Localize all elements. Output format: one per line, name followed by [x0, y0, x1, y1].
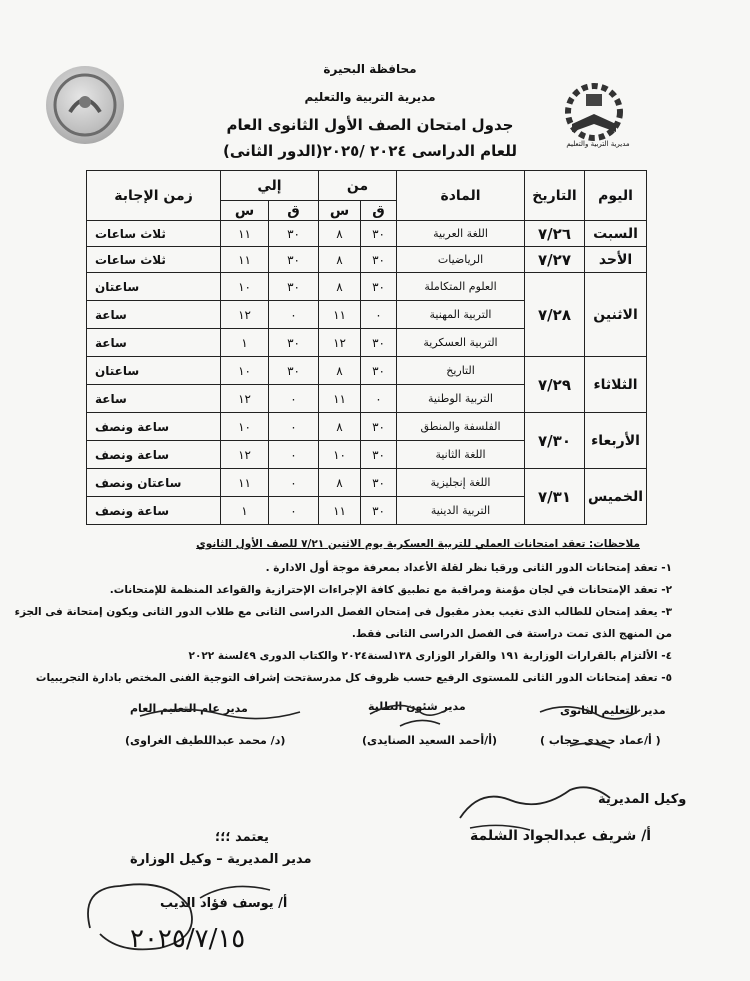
duration-cell: ساعة [87, 385, 221, 413]
day-cell: الثلاثاء [585, 357, 647, 413]
table-row [87, 273, 647, 301]
date-cell: ٧/٣١ [525, 469, 585, 525]
student-affairs-title: مدير شئون الطلبة [368, 700, 466, 713]
note-item: ١- تعقد إمتحانات الدور الثانى ورقيا نظر لقلة الأعداد بمعرفة موجة أول الادارة . [265, 562, 672, 574]
duration-cell: ساعة ونصف [87, 497, 221, 525]
from-hour-cell: ٨ [319, 413, 361, 441]
subject-cell: التاريخ [397, 357, 525, 385]
from-minute-cell: ٣٠ [361, 221, 397, 247]
date-cell: ٧/٢٦ [525, 221, 585, 247]
note-item: من المنهج الذى تمت دراستة فى الفصل الدراسى الثانى فقط. [351, 628, 672, 640]
signature-scribbles-row1 [100, 690, 660, 760]
from-hour-cell: ٨ [319, 273, 361, 301]
day-cell: الأربعاء [585, 413, 647, 469]
from-minute-cell: ٣٠ [361, 247, 397, 273]
to-hour-cell: ١٢ [221, 441, 269, 469]
to-minute-cell: ٣٠ [269, 221, 319, 247]
from-minute-cell: ٣٠ [361, 441, 397, 469]
to-minute-cell: ٣٠ [269, 247, 319, 273]
to-minute-cell: ٣٠ [269, 357, 319, 385]
to-hour-cell: ١١ [221, 221, 269, 247]
to-minute-cell: ٠ [269, 497, 319, 525]
header-from: من [319, 171, 397, 201]
day-cell: السبت [585, 221, 647, 247]
approval-date: ٢٠٢٥/٧/١٥ [130, 924, 246, 954]
from-hour-cell: ٨ [319, 469, 361, 497]
day-cell: الأحد [585, 247, 647, 273]
to-hour-cell: ١٠ [221, 413, 269, 441]
from-hour-cell: ٨ [319, 221, 361, 247]
duration-cell: ساعتان ونصف [87, 469, 221, 497]
duration-cell: ساعة ونصف [87, 413, 221, 441]
duration-cell: ساعة [87, 301, 221, 329]
secondary-director-name: ( أ/عماد حمدى حجاب ) [540, 734, 661, 747]
subject-cell: اللغة الثانية [397, 441, 525, 469]
table-row [87, 469, 647, 497]
subject-cell: التربية العسكرية [397, 329, 525, 357]
date-cell: ٧/٣٠ [525, 413, 585, 469]
date-cell: ٧/٢٧ [525, 247, 585, 273]
header-date: التاريخ [525, 171, 585, 221]
academic-year: للعام الدراسى ٢٠٢٤ /٢٠٢٥(الدور الثانى) [222, 142, 518, 160]
director-title: مدير المديرية – وكيل الوزارة [130, 852, 312, 867]
director-name: أ/ يوسف فؤاد الديب [160, 896, 288, 911]
date-cell: ٧/٢٩ [525, 357, 585, 413]
to-hour-cell: ١ [221, 497, 269, 525]
to-hour-cell: ١٠ [221, 273, 269, 301]
from-minute-cell: ٣٠ [361, 497, 397, 525]
notes-title: ملاحظات: تعقد امتحانات العملي للتربية العسكرية يوم الاثنين ٧/٢١ للصف الأول الثانوي [196, 538, 640, 550]
from-minute-cell: ٣٠ [361, 329, 397, 357]
subject-cell: اللغة العربية [397, 221, 525, 247]
exam-schedule-table [86, 170, 647, 525]
subject-cell: التربية الوطنية [397, 385, 525, 413]
day-cell: الخميس [585, 469, 647, 525]
duration-cell: ثلاث ساعات [87, 247, 221, 273]
to-minute-cell: ٠ [269, 385, 319, 413]
note-item: ٢- تعقد الإمتحانات في لجان مؤمنة ومراقبة مع تطبيق كافة الإجراءات الإحترازية والقواعد المنظمة للإمتحانات. [109, 584, 672, 596]
deputy-name: أ/ شريف عبدالجواد الشلمة [470, 828, 652, 844]
from-hour-cell: ١١ [319, 301, 361, 329]
table-row [87, 221, 647, 247]
to-hour-cell: ١٢ [221, 301, 269, 329]
to-minute-cell: ٣٠ [269, 329, 319, 357]
governorate-label: محافظة البحيرة [323, 62, 417, 76]
from-hour-cell: ١٢ [319, 329, 361, 357]
to-hour-cell: ١٠ [221, 357, 269, 385]
subject-cell: العلوم المتكاملة [397, 273, 525, 301]
from-hour-cell: ١٠ [319, 441, 361, 469]
subject-cell: التربية المهنية [397, 301, 525, 329]
to-minute-cell: ٣٠ [269, 273, 319, 301]
directorate-gear-logo [548, 80, 648, 156]
from-minute-cell: ٠ [361, 301, 397, 329]
to-hour-cell: ١ [221, 329, 269, 357]
date-cell: ٧/٢٨ [525, 273, 585, 357]
to-minute-cell: ٠ [269, 301, 319, 329]
student-affairs-name: (أ/أحمد السعيد الصنايدى) [362, 734, 498, 747]
from-minute-cell: ٣٠ [361, 273, 397, 301]
header-duration: زمن الإجابة [87, 171, 221, 221]
table-row [87, 247, 647, 273]
to-hour-cell: ١١ [221, 247, 269, 273]
to-hour-cell: ١١ [221, 469, 269, 497]
ministry-seal-logo [46, 66, 124, 144]
approval-label: يعتمد ؛؛؛ [215, 830, 269, 845]
from-hour-cell: ١١ [319, 385, 361, 413]
header-subject: المادة [397, 171, 525, 221]
subject-cell: الفلسفة والمنطق [397, 413, 525, 441]
header-day: اليوم [585, 171, 647, 221]
deputy-title: وكيل المديرية [598, 792, 687, 807]
to-minute-cell: ٠ [269, 441, 319, 469]
general-manager-title: مدير عام التعليم العام [130, 702, 248, 715]
subject-cell: الرياضيات [397, 247, 525, 273]
duration-cell: ساعة ونصف [87, 441, 221, 469]
header-from-s: س [319, 201, 361, 221]
day-cell: الاثنين [585, 273, 647, 357]
from-hour-cell: ١١ [319, 497, 361, 525]
duration-cell: ساعة [87, 329, 221, 357]
from-minute-cell: ٣٠ [361, 469, 397, 497]
subject-cell: اللغة إنجليزية [397, 469, 525, 497]
general-manager-name: (د/ محمد عبداللطيف الغراوى) [125, 734, 286, 747]
header-to-s: س [221, 201, 269, 221]
table-row [87, 357, 647, 385]
duration-cell: ساعتان [87, 357, 221, 385]
directorate-label: مديرية التربية والتعليم [304, 90, 436, 104]
to-hour-cell: ١٢ [221, 385, 269, 413]
subject-cell: التربية الدينية [397, 497, 525, 525]
from-minute-cell: ٣٠ [361, 413, 397, 441]
page-title: جدول امتحان الصف الأول الثانوى العام [226, 116, 514, 134]
header-to: إلي [221, 171, 319, 201]
note-item: ٣- يعقد إمتحان للطالب الذى تغيب بعذر مقبول فى إمتحان الفصل الدراسى الثانى مع طلاب الدور الثانى ويكون إمتحانة فى الجزء [14, 606, 672, 618]
from-minute-cell: ٣٠ [361, 357, 397, 385]
from-hour-cell: ٨ [319, 247, 361, 273]
table-row [87, 413, 647, 441]
header-from-q: ق [361, 201, 397, 221]
duration-cell: ثلاث ساعات [87, 221, 221, 247]
deputy-signature [440, 778, 640, 838]
header-to-q: ق [269, 201, 319, 221]
note-item: ٤- الألتزام بالقرارات الوزارية ١٩١ والقرار الوزارى ١٣٨لسنة٢٠٢٤ والكتاب الدورى ٤٩لسنة ٢٠٢٢ [188, 650, 672, 662]
from-hour-cell: ٨ [319, 357, 361, 385]
from-minute-cell: ٠ [361, 385, 397, 413]
secondary-director-title: مدير التعليم الثانوى [560, 704, 666, 717]
to-minute-cell: ٠ [269, 469, 319, 497]
to-minute-cell: ٠ [269, 413, 319, 441]
note-item: ٥- تعقد إمتحانات الدور الثانى للمستوى الرفيع حسب ظروف كل مدرسةتحت إشراف التوجية الفنى المختص بادارة التجريبيات [35, 672, 672, 684]
logo-caption: مديرية التربية والتعليم [566, 140, 630, 148]
duration-cell: ساعتان [87, 273, 221, 301]
